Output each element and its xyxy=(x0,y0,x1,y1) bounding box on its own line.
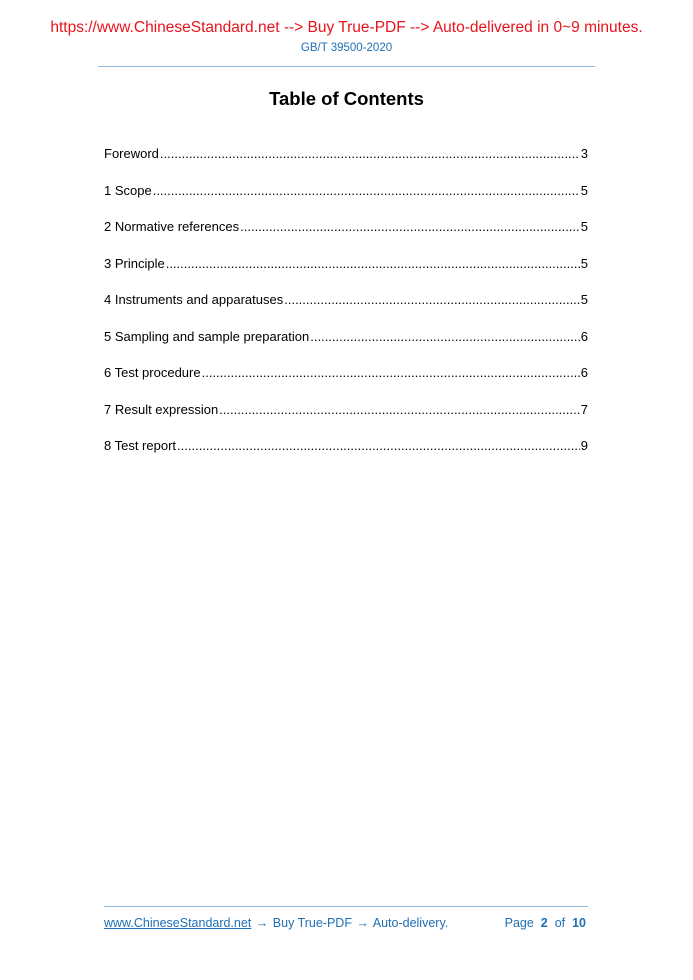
page-current: 2 xyxy=(540,916,548,930)
toc-entry-scope[interactable] xyxy=(104,182,588,219)
toc-entry-test-procedure[interactable] xyxy=(104,364,588,401)
toc-entry-instruments[interactable] xyxy=(104,291,588,328)
footer-website-link[interactable]: www.ChineseStandard.net xyxy=(104,916,252,930)
toc-entry-page: 7 xyxy=(580,401,588,417)
toc-title: Table of Contents xyxy=(269,88,424,109)
toc-entry-page: 6 xyxy=(580,328,588,344)
footer-buy-text: Buy True-PDF xyxy=(272,916,352,930)
toc-dot-leader xyxy=(284,291,580,309)
page-word: Page xyxy=(504,916,534,930)
toc-entry-sampling[interactable] xyxy=(104,328,588,365)
toc-entry-page: 3 xyxy=(580,146,588,161)
header-divider xyxy=(98,66,595,67)
toc-entry-page: 9 xyxy=(580,438,588,453)
toc-entry-page: 5 xyxy=(580,292,588,307)
toc-entry-principle[interactable] xyxy=(104,255,588,292)
page-total: 10 xyxy=(572,916,586,930)
toc-entry-label: 8 Test report xyxy=(104,438,177,453)
toc-entry-test-report[interactable] xyxy=(104,437,588,474)
standard-code: GB/T 39500-2020 xyxy=(300,42,393,54)
toc-entry-label: 7 Result expression xyxy=(104,401,219,417)
toc-entry-label: 1 Scope xyxy=(104,182,152,198)
toc-dot-leader xyxy=(202,364,580,382)
toc-entry-page: 5 xyxy=(580,182,588,198)
toc-dot-leader xyxy=(160,145,580,163)
toc-entry-result-expression[interactable] xyxy=(104,401,588,438)
header-banner[interactable]: https://www.ChineseStandard.net --> Buy True-PDF --> Auto-delivered in 0~9 minutes. xyxy=(50,19,643,36)
toc-entry-page: 6 xyxy=(580,365,588,380)
toc-dot-leader xyxy=(166,255,580,273)
toc-entry-page: 5 xyxy=(580,255,588,271)
arrow-right-icon: → xyxy=(255,916,269,930)
toc-entry-label: 4 Instruments and apparatuses xyxy=(104,292,284,307)
toc-dot-leader xyxy=(177,437,580,455)
toc-dot-leader xyxy=(310,328,580,346)
toc-entry-page: 5 xyxy=(580,219,588,234)
toc-entry-label: 3 Principle xyxy=(104,255,165,271)
toc-entry-normative-references[interactable] xyxy=(104,218,588,255)
toc-entry-label: 5 Sampling and sample preparation xyxy=(104,328,310,344)
page-footer xyxy=(104,916,586,930)
footer-left xyxy=(104,916,448,930)
toc-entry-label: Foreword xyxy=(104,146,159,161)
arrow-right-icon: → xyxy=(356,916,369,930)
page-indicator xyxy=(505,916,586,930)
toc-list xyxy=(104,145,588,474)
toc-dot-leader xyxy=(153,182,580,200)
toc-entry-label: 6 Test procedure xyxy=(104,365,201,380)
toc-entry-foreword[interactable] xyxy=(104,145,588,182)
footer-delivery-text: Auto-delivery. xyxy=(372,916,449,930)
footer-divider xyxy=(104,906,588,907)
toc-entry-label: 2 Normative references xyxy=(104,219,240,234)
toc-dot-leader xyxy=(219,401,580,419)
toc-dot-leader xyxy=(240,218,580,236)
page-of: of xyxy=(554,916,566,930)
